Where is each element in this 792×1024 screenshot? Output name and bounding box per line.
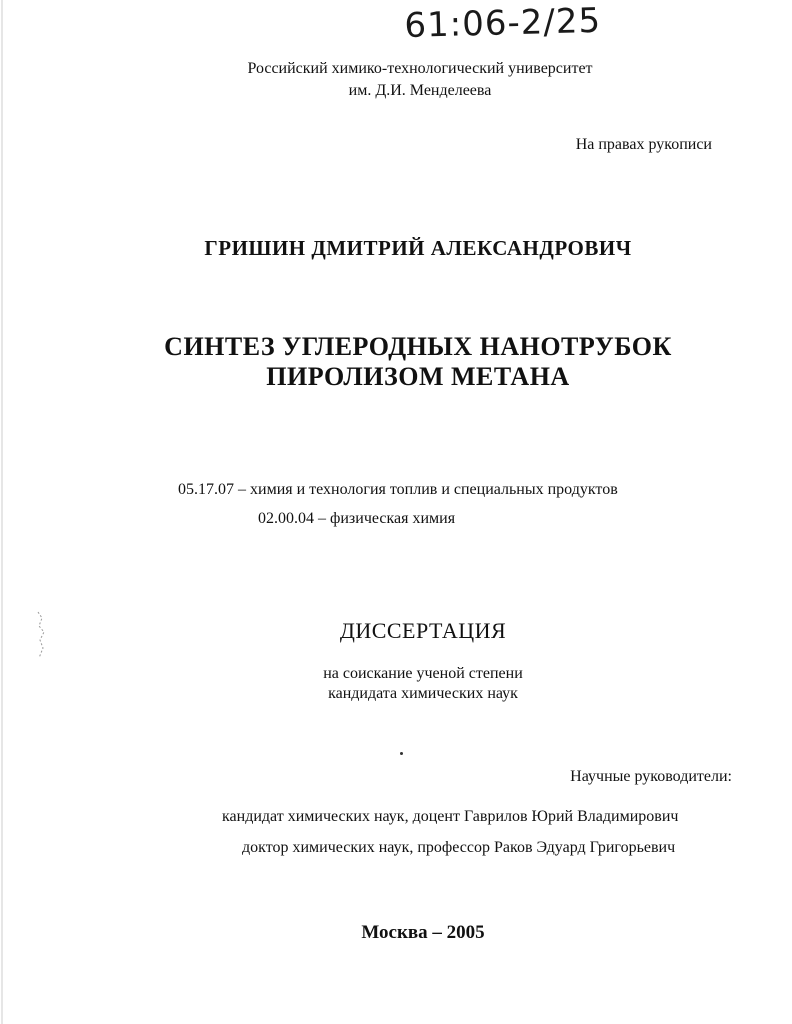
dissertation-title xyxy=(108,332,728,392)
institution-name xyxy=(110,58,730,102)
supervisor-2: доктор химических наук, профессор Раков Эдуард Григорьевич xyxy=(242,839,676,856)
title-line-2: ПИРОЛИЗОМ МЕТАНА xyxy=(266,362,570,391)
supervisor-1: кандидат химических наук, доцент Гаврилов Юрий Владимирович xyxy=(222,808,679,825)
author-name: ГРИШИН ДМИТРИЙ АЛЕКСАНДРОВИЧ xyxy=(204,236,632,260)
institution-line-2: им. Д.И. Менделеева xyxy=(348,82,492,99)
margin-pencil-mark xyxy=(30,608,52,668)
specialty-code-1: 05.17.07 – химия и технология топлив и специальных продуктов xyxy=(178,481,618,498)
manuscript-rights: На правах рукописи xyxy=(575,136,712,153)
institution-line-1: Российский химико-технологический университет xyxy=(247,60,593,77)
title-line-1: СИНТЕЗ УГЛЕРОДНЫХ НАНОТРУБОК xyxy=(164,332,672,361)
degree-line-1: на соискание ученой степени xyxy=(323,665,523,682)
degree-line-2: кандидата химических наук xyxy=(328,685,518,702)
degree-description xyxy=(108,664,738,704)
stray-dot xyxy=(400,752,403,755)
handwritten-archive-number: 61:06-2/25 xyxy=(404,0,602,46)
place-and-year: Москва – 2005 xyxy=(361,922,485,943)
scan-edge-shadow xyxy=(0,0,8,1024)
document-type: ДИССЕРТАЦИЯ xyxy=(339,618,507,643)
supervisors-heading: Научные руководители: xyxy=(570,768,732,785)
specialty-code-2: 02.00.04 – физическая химия xyxy=(258,510,456,527)
